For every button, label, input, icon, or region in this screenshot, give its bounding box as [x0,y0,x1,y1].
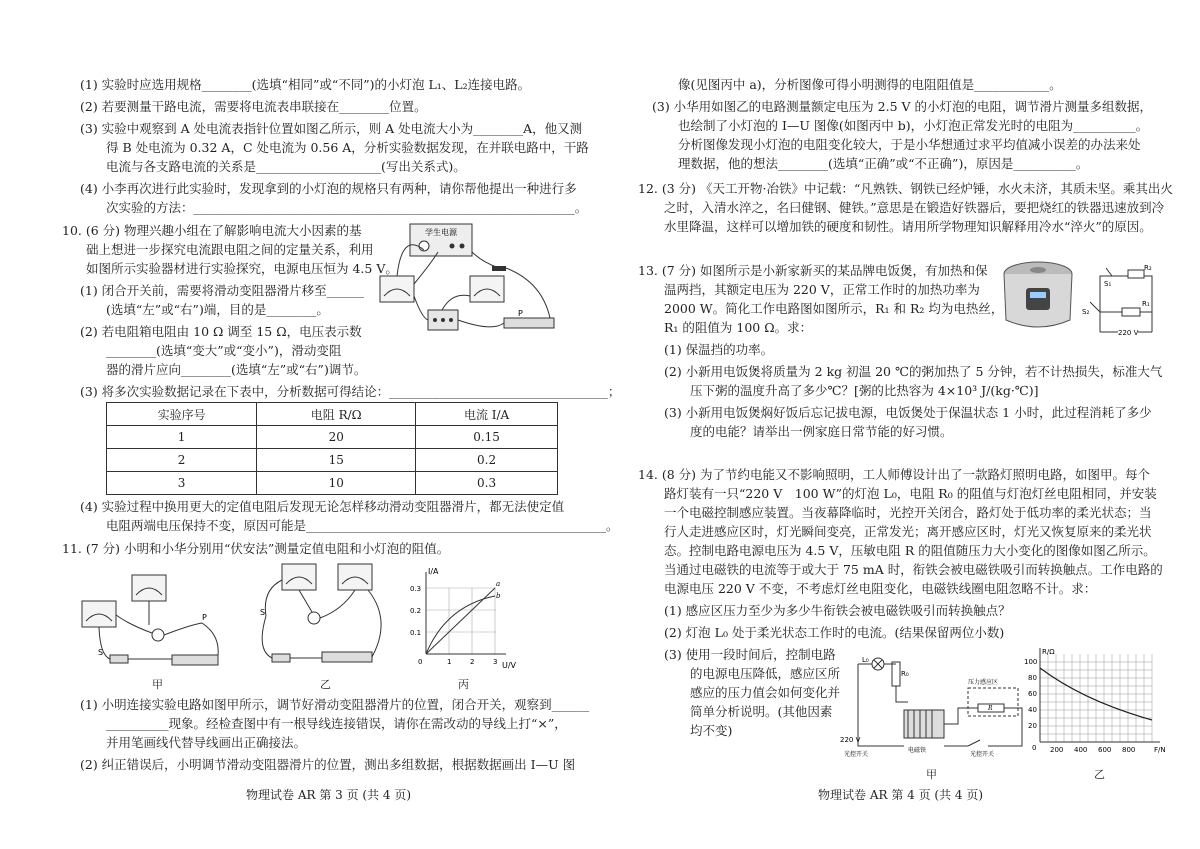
table-cell: 20 [257,426,416,449]
q12-stem-cont2: 水里降温，这样可以增加铁的硬度和韧性。请用所学物理知识解释用冷水“淬火”的原因。 [664,219,1152,234]
graph-ytick: 20 [1028,722,1037,730]
label-r1: R₁ [1142,300,1150,308]
graph-ylabel: I/A [428,567,439,576]
q14-stem: 14. (8 分) 为了节约电能又不影响照明，工人师傅设计出了一款路灯照明电路，如图甲。每个 [638,467,1151,482]
q14-circuit-figure-jia [838,650,1024,760]
q10-part2-cont: ________(选填“变大”或“变小”)，滑动变阻 [106,343,342,358]
table-cell: 2 [107,449,257,472]
graph-ytick: 0 [1032,744,1037,752]
figure-caption-yi: 乙 [1094,768,1105,781]
svg-text:S: S [98,648,104,657]
q10-part4: (4) 实验过程中换用更大的定值电阻后发现无论怎样移动滑动变阻器滑片，都无法使定值 [80,499,565,514]
q14-part3-cont3: 简单分析说明。(其他因素 [690,704,833,719]
q10-stem-cont2: 如图所示实验器材进行实验探究，电源电压恒为 4.5 V。 [86,261,398,276]
label-light-switch: 光控开关 [844,751,869,758]
graph-ytick: 0.3 [410,585,422,593]
label-pressure-zone: 压力感应区 [968,679,999,686]
q13-stem-cont3: R₁ 的阻值为 100 Ω。求： [664,320,813,335]
q10-circuit-figure [372,222,562,344]
table-header: 电阻 R/Ω [257,403,416,426]
table-row [107,449,558,472]
table-cell: 0.15 [416,426,558,449]
graph-ytick: 60 [1028,690,1037,698]
label-r0: R₀ [901,670,909,678]
svg-text:P: P [202,613,207,622]
figure-caption-bing: 丙 [458,678,469,691]
q14-stem-cont4: 态。控制电路电源电压为 4.5 V，压敏电阻 R 的阻值随压力大小变化的图像如图乙所示。 [664,543,1156,558]
q11-part2-cont: 像(见图丙中 a)，分析图像可得小明测得的电阻阻值是____________。 [678,77,1062,92]
q10-stem: 10. (6 分) 物理兴趣小组在了解影响电流大小因素的基 [62,223,362,238]
page-footer: 物理试卷 AR 第 3 页 (共 4 页) [246,788,412,802]
label-electromagnet: 电磁铁 [908,747,927,754]
q14-part3-cont2: 感应的压力值会如何变化并 [690,685,841,700]
q10-part2: (2) 若电阻箱电阻由 10 Ω 调至 15 Ω，电压表示数 [80,324,362,339]
rice-cooker-image [998,258,1078,336]
q13-stem: 13. (7 分) 如图所示是小新家新买的某品牌电饭煲，有加热和保 [638,263,988,278]
q9-part3-cont: 得 B 处电流为 0.32 A，C 处电流为 0.56 A，分析实验数据发现，在并联电路中，干路 [106,140,589,155]
q13-circuit-diagram [1082,262,1174,340]
q13-part2: (2) 小新用电饭煲将质量为 2 kg 初温 20 ℃的粥加热了 5 分钟，若不计热损失，标准大气 [664,364,1163,379]
q13-stem-cont: 温两挡，其额定电压为 220 V，正常工作时的加热功率为 [664,282,980,297]
q10-stem-cont: 础上想进一步探究电流跟电阻之间的定量关系，利用 [86,242,374,257]
graph-ytick: 100 [1024,658,1038,666]
q14-stem-cont2: 一个电磁控制感应装置。当夜幕降临时，光控开关闭合，路灯处于低功率的柔光状态；当 [664,505,1152,520]
graph-xtick: 0 [418,658,423,666]
q10-part3: (3) 将多次实验数据记录在下表中，分析数据可得结论：___________________________________； [80,384,621,399]
q11-part3: (3) 小华用如图乙的电路测量额定电压为 2.5 V 的小灯泡的电阻，调节滑片测量多组数据， [652,99,1153,114]
figure-caption-jia: 甲 [152,678,163,691]
graph-xlabel: F/N [1154,746,1166,754]
q14-stem-cont3: 行人走进感应区时，灯光瞬间变亮，正常发光；离开感应区时，灯光又恢复原来的柔光状 [664,524,1152,539]
q10-data-table [106,402,558,495]
label-r: R [988,705,993,712]
label-light-switch-2: 光控开关 [970,751,995,758]
q11-figure-yi [252,560,402,670]
graph-ytick: 0.2 [410,607,422,615]
q11-figure-jia [80,565,240,670]
table-cell: 1 [107,426,257,449]
graph-xtick: 1 [447,658,452,666]
table-header: 实验序号 [107,403,257,426]
table-cell: 0.2 [416,449,558,472]
q9-part2: (2) 若要测量干路电流，需要将电流表串联接在________位置。 [80,99,427,114]
q11-part3-cont2: 分析图像发现小灯泡的电阻变化较大，于是小华想通过求平均值减小误差的办法来处 [678,137,1141,152]
table-cell: 15 [257,449,416,472]
q11-iu-graph [406,566,516,670]
graph-xtick: 2 [470,658,475,666]
q10-part1-cont: (选填“左”或“右”)端，目的是________。 [106,302,329,317]
graph-ytick: 0.1 [410,629,422,637]
label-220v: 220 V [1118,329,1139,337]
q14-part3: (3) 使用一段时间后，控制电路 [664,647,836,662]
q14-stem-cont6: 电源电压 220 V 不变，不考虑灯丝电阻变化，电磁铁线圈电阻忽略不计。求： [664,581,1097,596]
graph-ytick: 40 [1028,706,1037,714]
label-220v: 220 V [840,736,861,744]
q9-part4-cont: 次实验的方法：_____________________________________________________________。 [106,200,588,215]
q9-part4: (4) 小李再次进行此实验时，发现拿到的小灯泡的规格只有两种，请你帮他提出一种进行多 [80,181,577,196]
curve-label-b: b [496,592,501,600]
q9-part1: (1) 实验时应选用规格________(选填“相同”或“不同”)的小灯泡 L₁、L₂连接电路。 [80,77,531,92]
graph-xtick: 600 [1098,746,1112,754]
page-footer: 物理试卷 AR 第 4 页 (共 4 页) [818,788,984,802]
q14-part3-cont4: 均不变) [690,723,733,738]
table-cell: 3 [107,472,257,495]
q13-part1: (1) 保温挡的功率。 [664,342,774,357]
q14-part3-cont: 的电源电压降低，感应区所 [690,666,841,681]
q10-part2-cont2: 器的滑片应向________(选填“左”或“右”)调节。 [106,362,367,377]
q9-part3-cont2: 电流与各支路电流的关系是____________________(写出关系式)。 [106,159,466,174]
q11-part3-cont3: 理数据，他的想法________(选填“正确”或“不正确”)，原因是__________。 [678,156,1089,171]
q11-stem: 11. (7 分) 小明和小华分别用“伏安法”测量定值电阻和小灯泡的阻值。 [62,541,450,556]
q9-part3: (3) 实验中观察到 A 处电流表指针位置如图乙所示，则 A 处电流大小为________A，他又测 [80,121,583,136]
q11-part1-cont: __________现象。经检查图中有一根导线连接错误，请你在需改动的导线上打“×”， [106,716,567,731]
graph-ytick: 80 [1028,674,1037,682]
q13-part3-cont: 度的电能？请举出一例家庭日常节能的好习惯。 [690,424,953,439]
graph-xtick: 800 [1122,746,1136,754]
svg-text:P: P [518,309,523,318]
q11-part1: (1) 小明连接实验电路如图甲所示，调节好滑动变阻器滑片的位置，闭合开关，观察到______ [80,697,590,712]
right-page [600,0,1200,849]
q14-stem-cont: 路灯装有一只“220 V 100 W”的灯泡 L₀，电阻 R₀ 的阻值与灯泡灯丝电阻相同，并安装 [664,486,1157,501]
q14-part2: (2) 灯泡 L₀ 处于柔光状态工作时的电流。(结果保留两位小数) [664,625,1005,640]
curve-label-a: a [496,580,501,588]
q13-stem-cont2: 2000 W。简化工作电路图如图所示，R₁ 和 R₂ 均为电热丝， [664,301,1004,316]
q14-resistance-graph [1024,646,1174,758]
q11-part1-cont2: 并用笔画线代替导线画出正确接法。 [106,735,307,750]
q11-part2: (2) 纠正错误后，小明调节滑动变阻器滑片的位置，测出多组数据，根据数据画出 I—U 图 [80,757,576,772]
table-row [107,472,558,495]
label-l0: L₀ [862,656,869,664]
power-supply-label: 学生电源 [425,228,457,237]
table-cell: 10 [257,472,416,495]
q12-stem-cont: 之时，入清水淬之，名曰健钢、健铁。”意思是在锻造好铁器后，要把烧红的铁器迅速放到冷 [664,200,1165,215]
q13-part3: (3) 小新用电饭煲焖好饭后忘记拔电源，电饭煲处于保温状态 1 小时，此过程消耗了多少 [664,405,1152,420]
table-row [107,426,558,449]
figure-caption-jia: 甲 [926,768,937,781]
q11-part3-cont: 也绘制了小灯泡的 I—U 图像(如图丙中 b)，小灯泡正常发光时的电阻为__________。 [678,118,1149,133]
svg-text:S: S [260,608,266,617]
graph-xtick: 3 [493,658,498,666]
q14-part1: (1) 感应区压力至少为多少牛衔铁会被电磁铁吸引而转换触点？ [664,603,1011,618]
q10-part1: (1) 闭合开关前，需要将滑动变阻器滑片移至______ [80,283,365,298]
label-r2: R₂ [1144,264,1152,272]
graph-xtick: 400 [1074,746,1088,754]
label-s1: S₁ [1104,280,1112,288]
figure-caption-yi: 乙 [320,678,331,691]
label-s2: S₂ [1082,308,1090,316]
graph-ylabel: R/Ω [1042,648,1055,656]
table-header: 电流 I/A [416,403,558,426]
table-cell: 0.3 [416,472,558,495]
q12-stem: 12. (3 分) 《天工开物·冶铁》中记载：“凡熟铁、钢铁已经炉锤，水火未济，其质未坚。乘其出火 [638,181,1173,196]
q14-stem-cont5: 当通过电磁铁的电流等于或大于 75 mA 时，衔铁会被电磁铁吸引而转换触点。工作电路的 [664,562,1163,577]
graph-xlabel: U/V [502,661,516,670]
graph-xtick: 200 [1050,746,1064,754]
q10-part4-cont: 电阻两端电压保持不变，原因可能是________________________________________________。 [106,518,619,533]
q13-part2-cont: 压下粥的温度升高了多少℃？[粥的比热容为 4×10³ J/(kg·℃)] [690,383,1039,398]
